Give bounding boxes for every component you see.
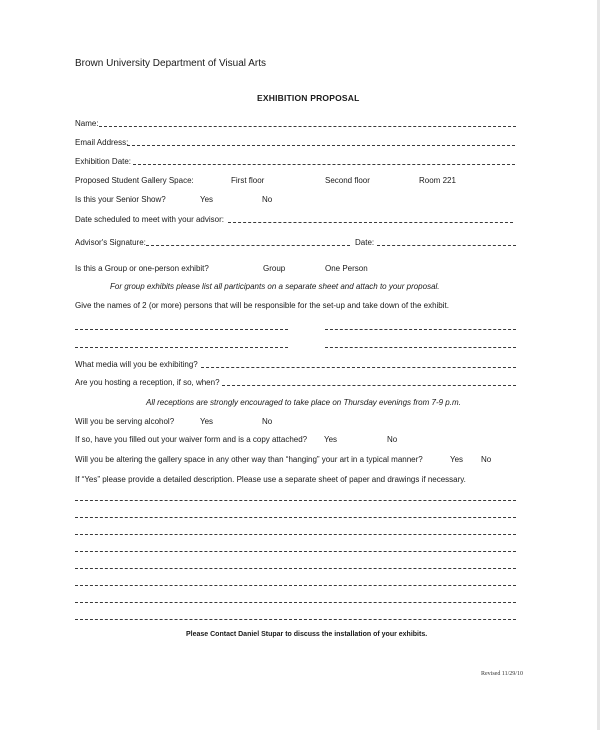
responsible-person-field-2[interactable] [325, 329, 516, 330]
alcohol-yes[interactable]: Yes [200, 417, 214, 426]
altering-yes[interactable]: Yes [450, 455, 464, 464]
description-line-8[interactable] [75, 619, 516, 620]
option-one-person[interactable]: One Person [325, 264, 368, 273]
senior-show-yes[interactable]: Yes [200, 195, 214, 204]
responsible-person-field-3[interactable] [75, 347, 288, 348]
meet-advisor-field[interactable] [228, 222, 513, 223]
senior-show-no[interactable]: No [262, 195, 273, 204]
advisor-signature-field[interactable] [146, 245, 350, 246]
reception-field[interactable] [222, 385, 516, 386]
option-second-floor[interactable]: Second floor [325, 176, 370, 185]
names-prompt: Give the names of 2 (or more) persons that will be responsible for the set-up and take down of the exhibit. [75, 301, 449, 310]
description-line-5[interactable] [75, 568, 516, 569]
department-heading: Brown University Department of Visual Arts [75, 58, 267, 69]
description-line-2[interactable] [75, 517, 516, 518]
exhibition-date-label: Exhibition Date: [75, 157, 132, 166]
email-field[interactable] [127, 145, 515, 146]
group-note: For group exhibits please list all participants on a separate sheet and attach to your proposal. [110, 282, 440, 291]
description-prompt: If “Yes” please provide a detailed description. Please use a separate sheet of paper and drawings if necessary. [75, 475, 466, 484]
description-line-1[interactable] [75, 500, 516, 501]
description-line-4[interactable] [75, 551, 516, 552]
media-field[interactable] [201, 367, 516, 368]
media-label: What media will you be exhibiting? [75, 360, 198, 369]
waiver-yes[interactable]: Yes [324, 435, 338, 444]
meet-advisor-label: Date scheduled to meet with your advisor: [75, 215, 224, 224]
alcohol-label: Will you be serving alcohol? [75, 417, 175, 426]
date-label: Date: [355, 238, 375, 247]
revised-date: Revised 11/29/10 [481, 671, 523, 677]
reception-label: Are you hosting a reception, if so, when? [75, 378, 220, 387]
group-or-person-label: Is this a Group or one-person exhibit? [75, 264, 209, 273]
option-group[interactable]: Group [263, 264, 286, 273]
reception-note: All receptions are strongly encouraged to take place on Thursday evenings from 7-9 p.m. [146, 398, 461, 407]
contact-note: Please Contact Daniel Stupar to discuss the installation of your exhibits. [186, 631, 428, 638]
altering-no[interactable]: No [481, 455, 492, 464]
name-label: Name: [75, 119, 99, 128]
name-field[interactable] [99, 126, 516, 127]
senior-show-label: Is this your Senior Show? [75, 195, 166, 204]
advisor-signature-label: Advisor's Signature: [75, 238, 146, 247]
description-line-3[interactable] [75, 534, 516, 535]
description-line-6[interactable] [75, 585, 516, 586]
gallery-space-label: Proposed Student Gallery Space: [75, 176, 194, 185]
responsible-person-field-4[interactable] [325, 347, 516, 348]
form-title: EXHIBITION PROPOSAL [257, 93, 360, 103]
exhibition-date-field[interactable] [133, 164, 515, 165]
date-field[interactable] [377, 245, 516, 246]
alcohol-no[interactable]: No [262, 417, 273, 426]
waiver-label: If so, have you filled out your waiver form and is a copy attached? [75, 435, 308, 444]
option-first-floor[interactable]: First floor [231, 176, 265, 185]
option-room-221[interactable]: Room 221 [419, 176, 456, 185]
description-line-7[interactable] [75, 602, 516, 603]
responsible-person-field-1[interactable] [75, 329, 288, 330]
altering-label: Will you be altering the gallery space in any other way than “hanging” your art in a typical manner? [75, 455, 423, 464]
waiver-no[interactable]: No [387, 435, 398, 444]
email-label: Email Address: [75, 138, 129, 147]
